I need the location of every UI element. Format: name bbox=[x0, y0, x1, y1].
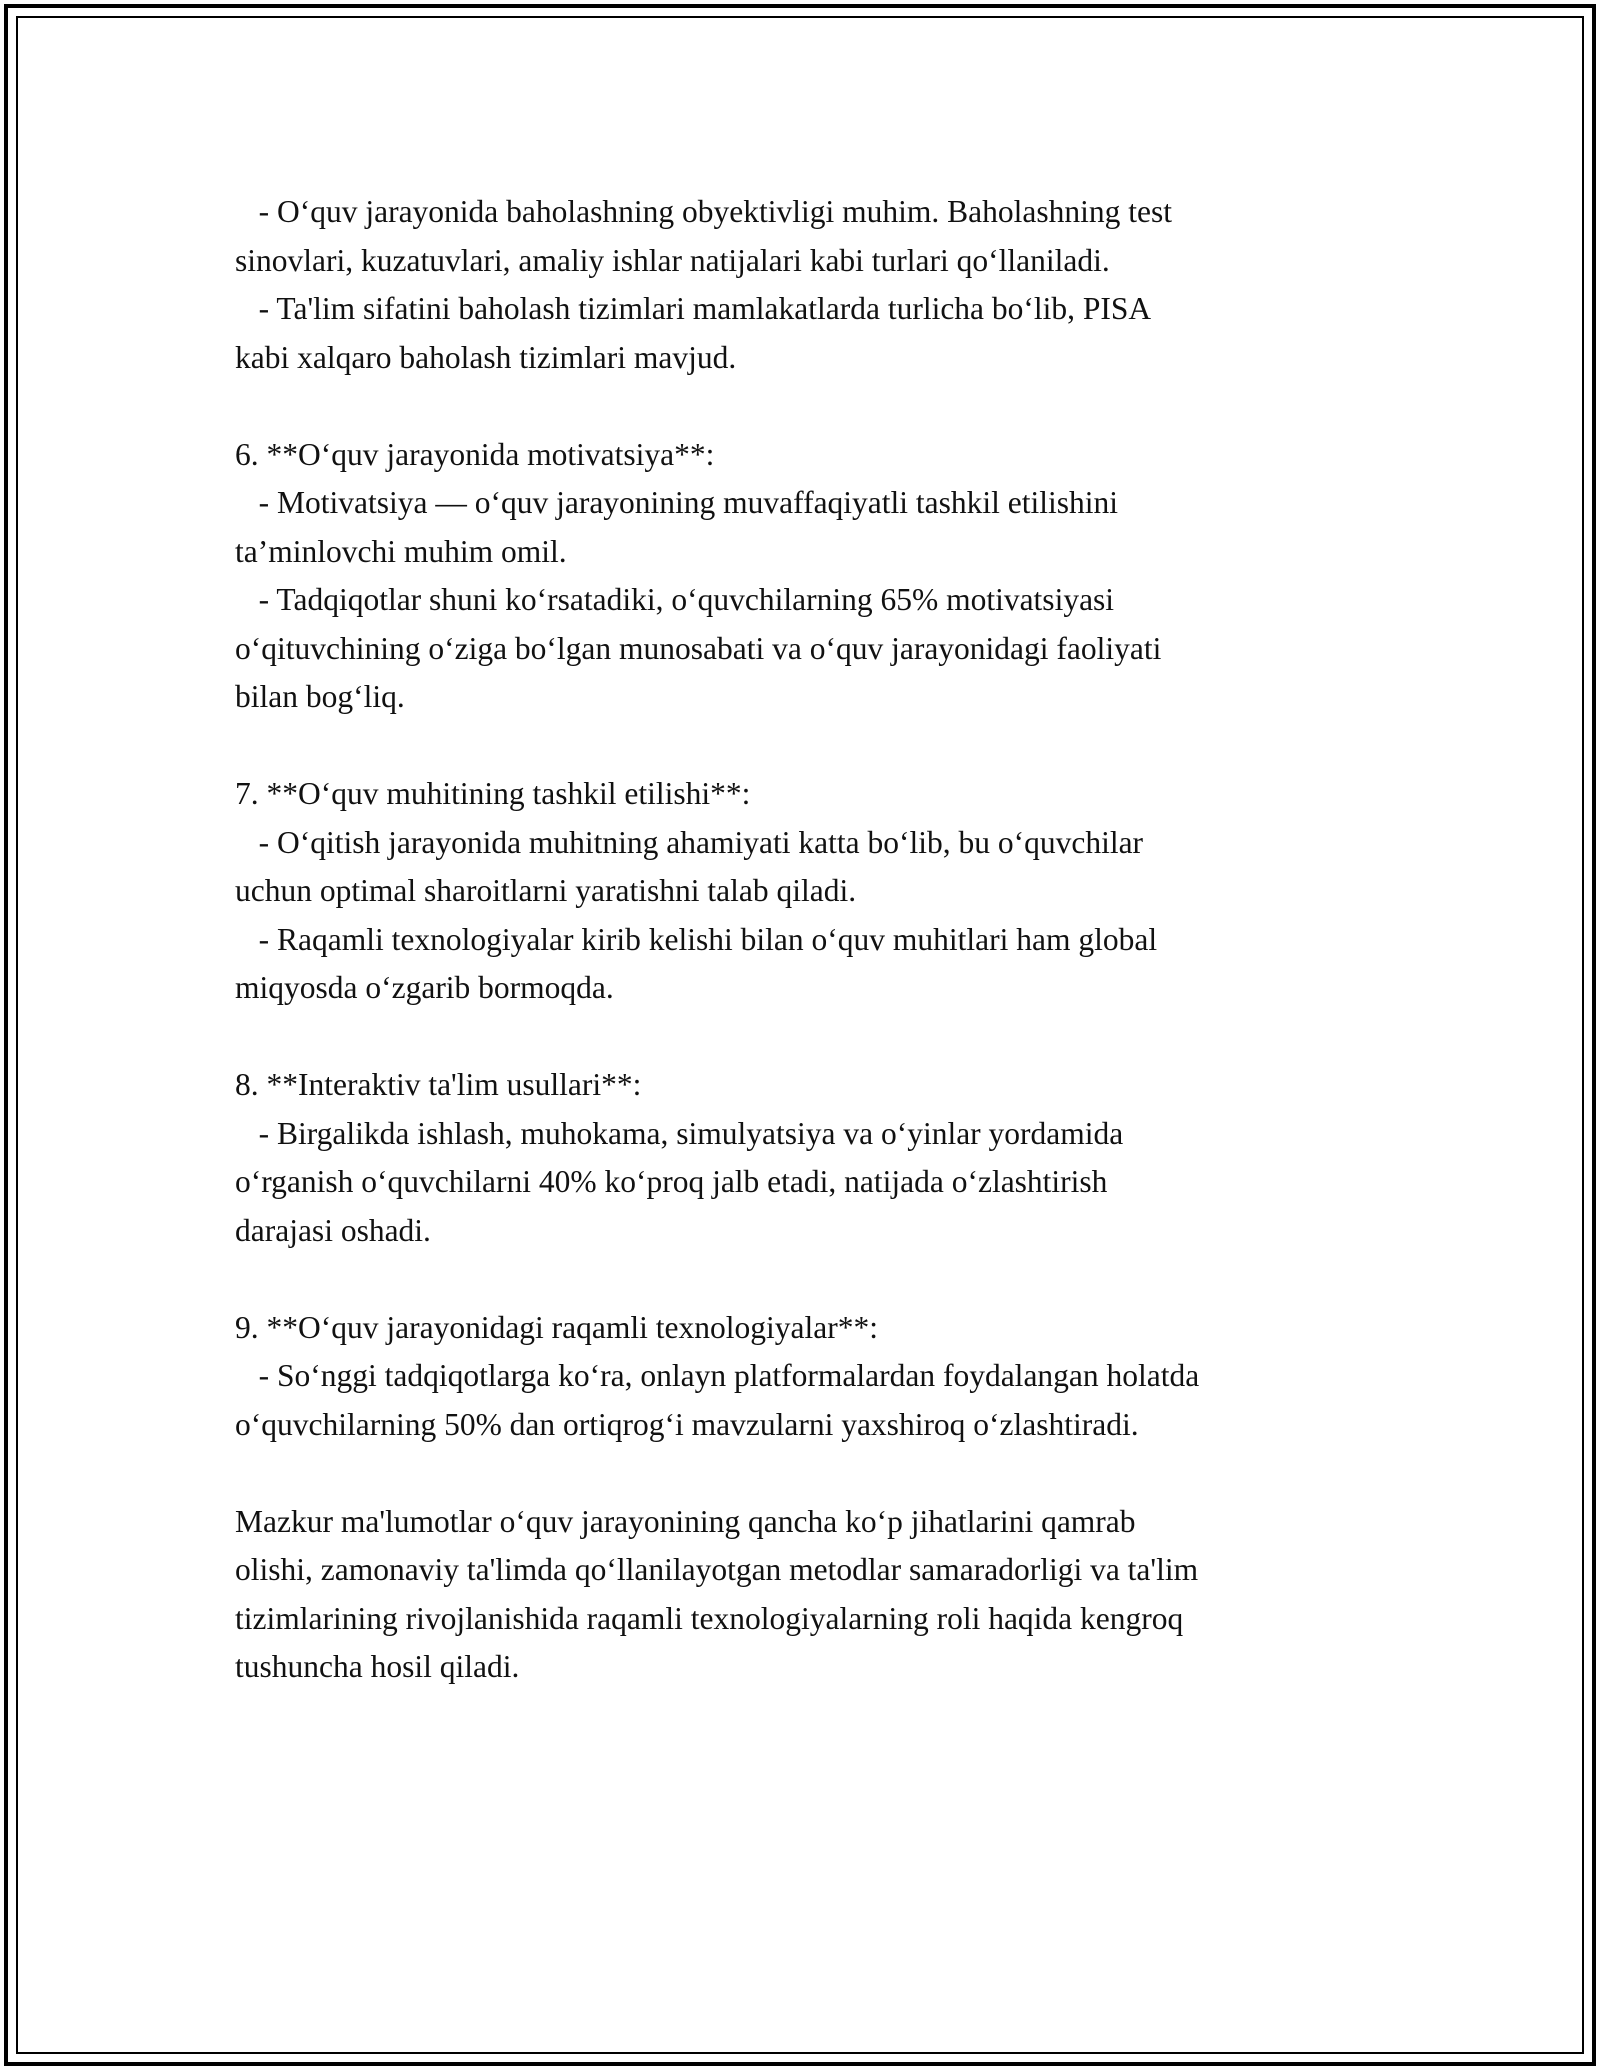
section-heading: 8. **Interaktiv ta'lim usullari**: bbox=[235, 1067, 642, 1102]
blank-line bbox=[235, 1013, 1365, 1062]
document-body bbox=[235, 188, 1365, 1692]
text-line: darajasi oshadi. bbox=[235, 1212, 431, 1248]
text-line: - O‘quv jarayonida baholashning obyektivligi muhim. Baholashning test bbox=[235, 194, 1172, 229]
blank-line bbox=[235, 1449, 1365, 1498]
blank-line bbox=[235, 382, 1365, 431]
text-line: - Ta'lim sifatini baholash tizimlari mamlakatlarda turlicha bo‘lib, PISA bbox=[235, 291, 1152, 326]
text-line: - Motivatsiya — o‘quv jarayonining muvaffaqiyatli tashkil etilishini bbox=[235, 485, 1119, 520]
section-heading: 7. **O‘quv muhitining tashkil etilishi**: bbox=[235, 776, 751, 811]
conclusion-line: Mazkur ma'lumotlar o‘quv jarayonining qancha ko‘p jihatlarini qamrab bbox=[235, 1503, 1136, 1539]
text-line: - Raqamli texnologiyalar kirib kelishi bilan o‘quv muhitlari ham global bbox=[235, 921, 1158, 957]
text-line: - Birgalikda ishlash, muhokama, simulyatsiya va o‘yinlar yordamida bbox=[235, 1115, 1124, 1151]
text-line: - Tadqiqotlar shuni ko‘rsatadiki, o‘quvchilarning 65% motivatsiyasi bbox=[235, 582, 1115, 617]
text-line: o‘quvchilarning 50% dan ortiqrog‘i mavzularni yaxshiroq o‘zlashtiradi. bbox=[235, 1406, 1139, 1442]
text-line: uchun optimal sharoitlarni yaratishni talab qiladi. bbox=[235, 873, 857, 908]
conclusion-line: tushuncha hosil qiladi. bbox=[235, 1649, 520, 1684]
text-line: miqyosda o‘zgarib bormoqda. bbox=[235, 970, 614, 1005]
text-line: kabi xalqaro baholash tizimlari mavjud. bbox=[235, 339, 737, 375]
text-line: o‘qituvchining o‘ziga bo‘lgan munosabati va o‘quv jarayonidagi faoliyati bbox=[235, 630, 1162, 666]
text-line: o‘rganish o‘quvchilarni 40% ko‘proq jalb etadi, natijada o‘zlashtirish bbox=[235, 1164, 1108, 1199]
blank-line bbox=[235, 722, 1365, 771]
section-heading: 6. **O‘quv jarayonida motivatsiya**: bbox=[235, 436, 715, 472]
conclusion-line: olishi, zamonaviy ta'limda qo‘llanilayotgan metodlar samaradorligi va ta'lim bbox=[235, 1552, 1199, 1587]
blank-line bbox=[235, 1255, 1365, 1304]
text-line: sinovlari, kuzatuvlari, amaliy ishlar natijalari kabi turlari qo‘llaniladi. bbox=[235, 242, 1110, 278]
text-line: ta’minlovchi muhim omil. bbox=[235, 533, 567, 569]
section-heading: 9. **O‘quv jarayonidagi raqamli texnologiyalar**: bbox=[235, 1309, 878, 1345]
conclusion-line: tizimlarining rivojlanishida raqamli texnologiyalarning roli haqida kengroq bbox=[235, 1600, 1184, 1636]
text-line: bilan bog‘liq. bbox=[235, 679, 405, 714]
text-line: - O‘qitish jarayonida muhitning ahamiyati katta bo‘lib, bu o‘quvchilar bbox=[235, 824, 1144, 860]
text-line: - So‘nggi tadqiqotlarga ko‘ra, onlayn platformalardan foydalangan holatda bbox=[235, 1358, 1200, 1393]
